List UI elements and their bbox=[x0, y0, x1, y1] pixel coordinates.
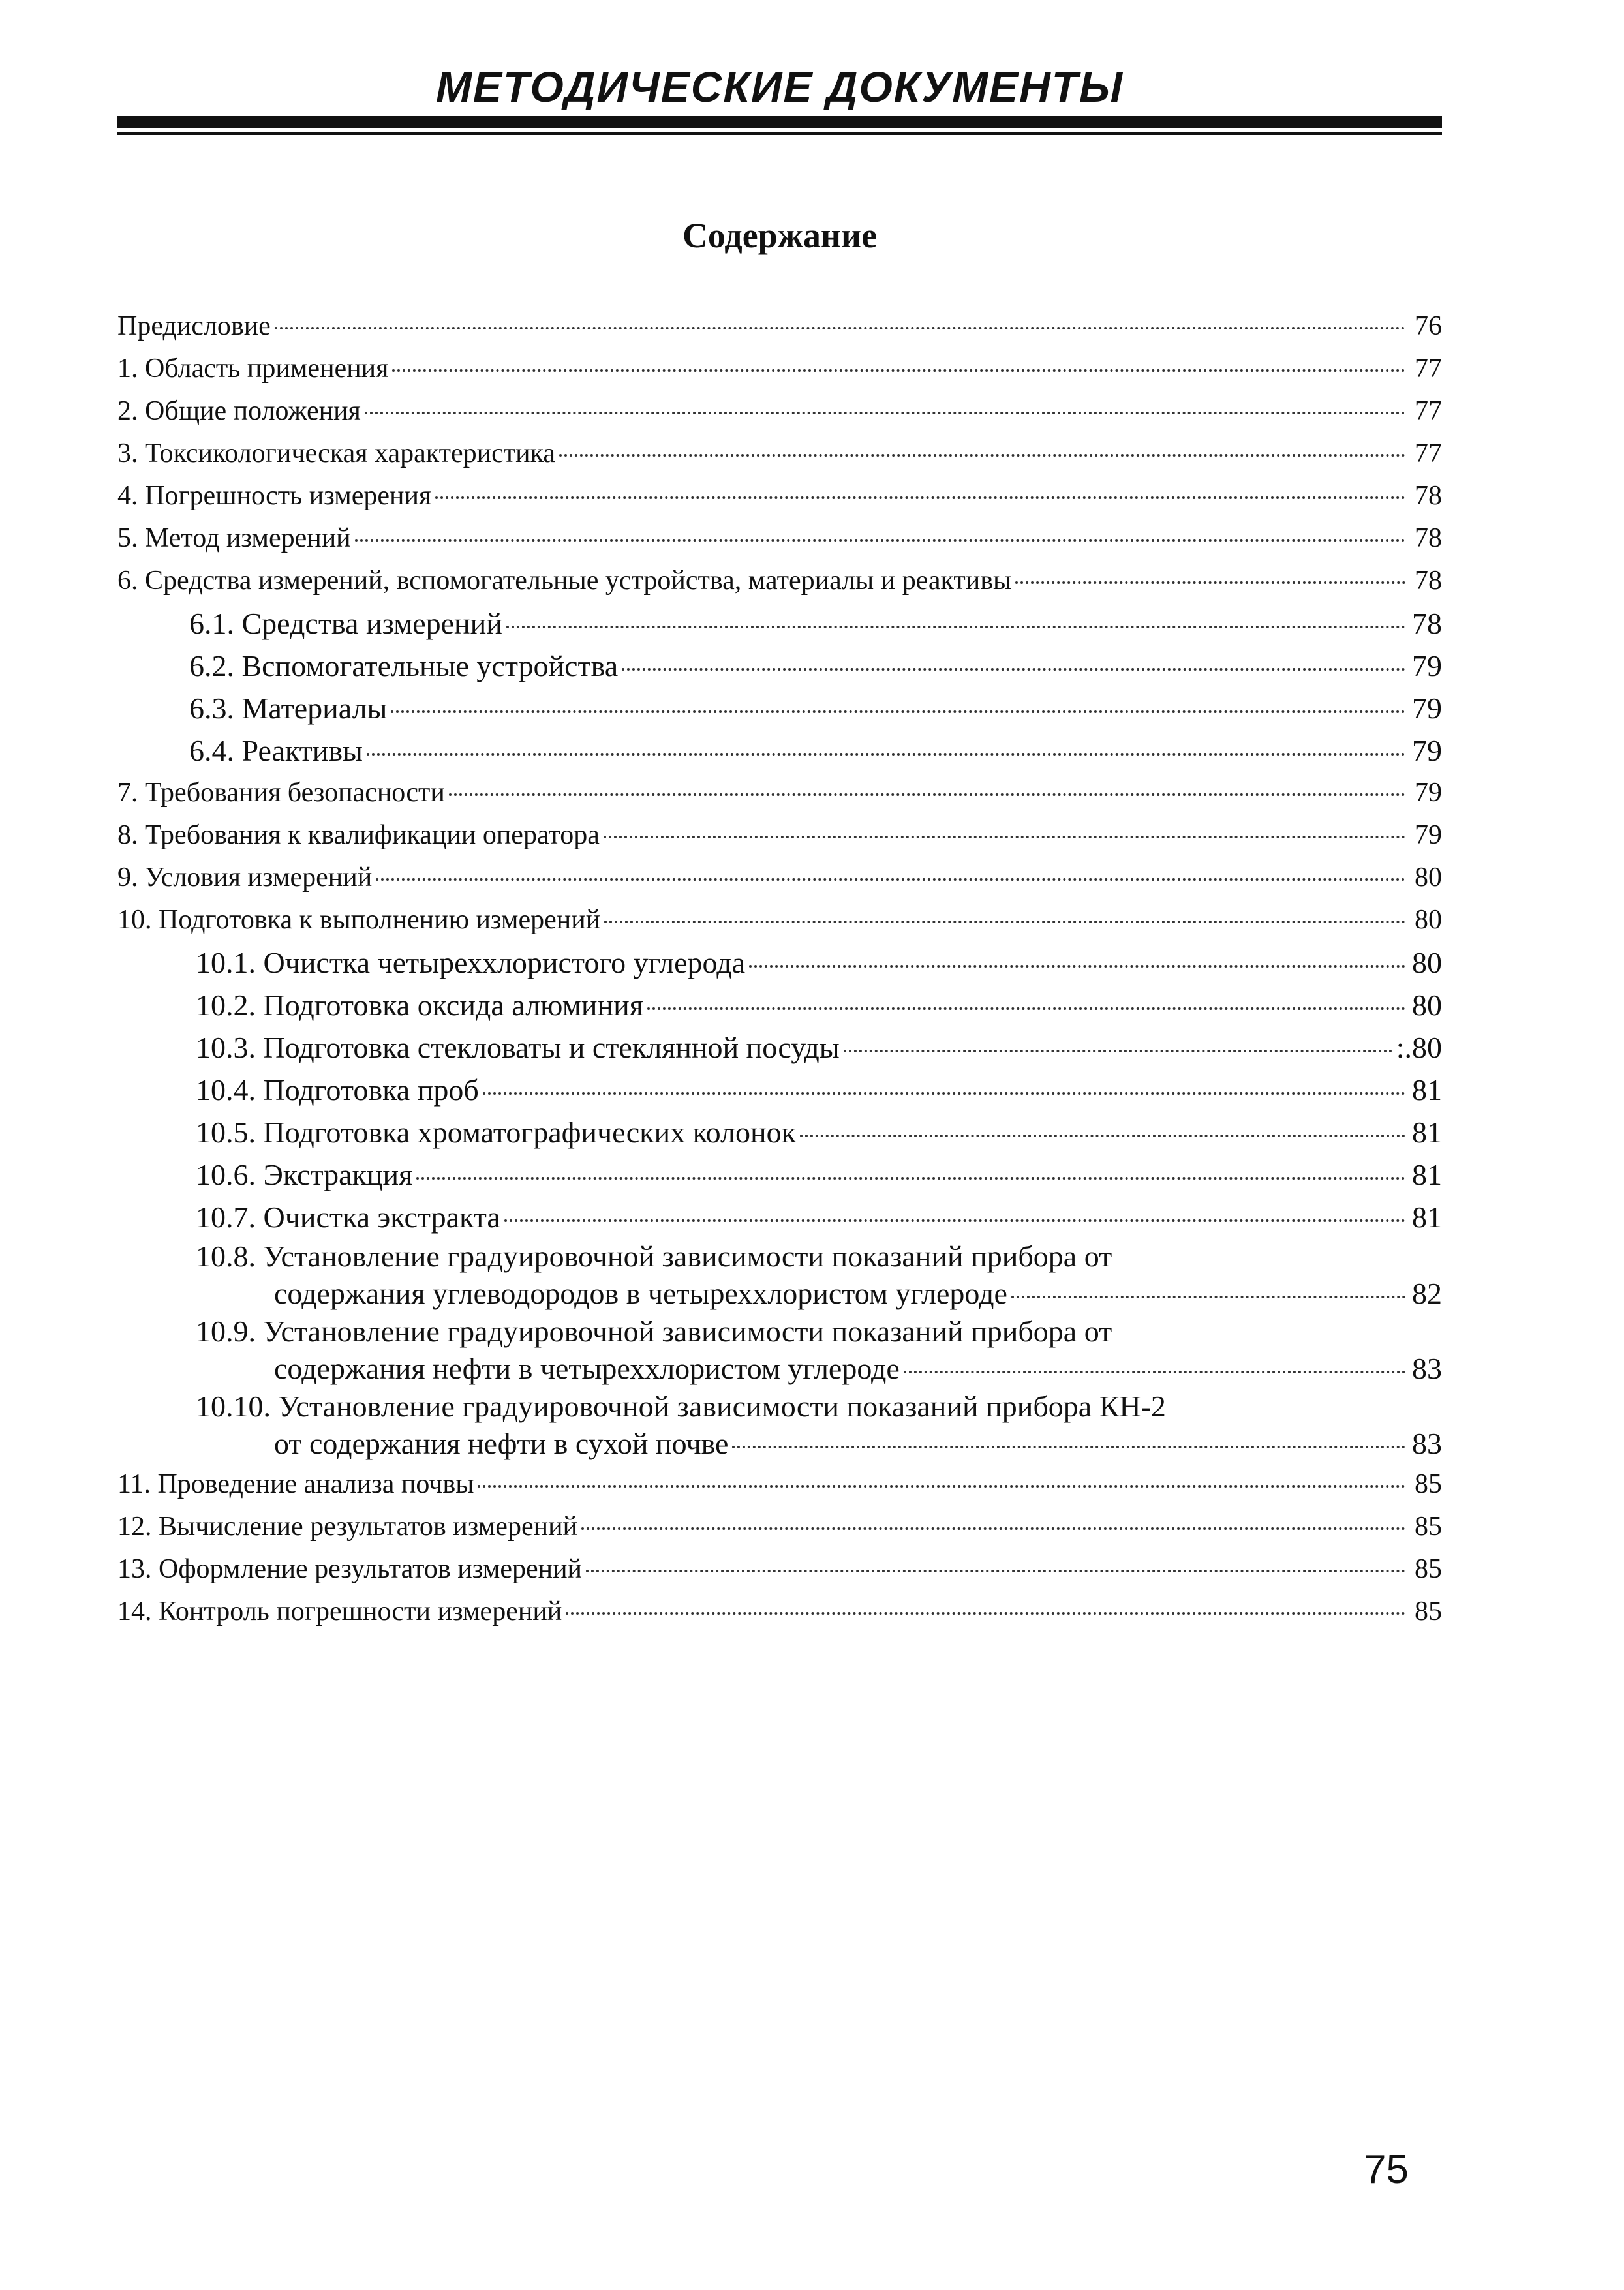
toc-entry-text-continued: содержания углеводородов в четыреххлористом углероде bbox=[274, 1277, 1007, 1310]
toc-entry-text: 6.2. Вспомогательные устройства bbox=[189, 649, 619, 682]
header-rule-thick bbox=[117, 116, 1442, 128]
toc-entry-page: 80 bbox=[1412, 946, 1442, 979]
toc-subentry[interactable] bbox=[117, 984, 1442, 1026]
dot-leader bbox=[800, 1135, 1405, 1137]
toc-subentry[interactable] bbox=[117, 1111, 1442, 1153]
toc-entry-text: 14. Контроль погрешности измерений bbox=[117, 1596, 562, 1626]
dot-leader bbox=[392, 369, 1405, 372]
toc-entry-text: 4. Погрешность измерения bbox=[117, 481, 432, 511]
toc-subentry-heading[interactable] bbox=[117, 1238, 1442, 1274]
toc-entry-text: 10.9. Установление градуировочной зависимости показаний прибора от bbox=[196, 1315, 1112, 1348]
toc-entry-text: 6.1. Средства измерений bbox=[189, 607, 502, 640]
toc-entry-page: 80 bbox=[1415, 863, 1442, 893]
table-of-contents bbox=[117, 305, 1442, 1633]
toc-subentry[interactable] bbox=[117, 1026, 1442, 1069]
toc-subentry[interactable] bbox=[117, 941, 1442, 984]
toc-subentry-heading[interactable] bbox=[117, 1313, 1442, 1349]
toc-entry-page: 79 bbox=[1415, 820, 1442, 850]
toc-entry-text: 11. Проведение анализа почвы bbox=[117, 1469, 474, 1499]
toc-title: Содержание bbox=[682, 216, 878, 255]
toc-entry-text: 10.6. Экстракция bbox=[196, 1158, 413, 1191]
dot-leader bbox=[1011, 1296, 1405, 1298]
dot-leader bbox=[416, 1177, 1405, 1180]
dot-leader bbox=[622, 668, 1405, 671]
toc-subentry-continuation[interactable] bbox=[117, 1349, 1442, 1388]
dot-leader bbox=[586, 1570, 1405, 1572]
toc-entry-page: :.80 bbox=[1396, 1031, 1442, 1064]
toc-subentry-continuation[interactable] bbox=[117, 1274, 1442, 1313]
dot-leader bbox=[275, 327, 1405, 329]
dot-leader bbox=[1015, 581, 1405, 584]
toc-entry-text: 10.7. Очистка экстракта bbox=[196, 1200, 500, 1234]
toc-entry-page: 80 bbox=[1412, 988, 1442, 1022]
toc-entry[interactable] bbox=[117, 772, 1442, 814]
toc-entry-text: 10.8. Установление градуировочной зависимости показаний прибора от bbox=[196, 1240, 1112, 1273]
toc-subentry[interactable] bbox=[117, 1069, 1442, 1111]
toc-entry-page: 81 bbox=[1412, 1073, 1442, 1107]
toc-entry-text: 10.10. Установление градуировочной зависимости показаний прибора КН-2 bbox=[196, 1390, 1166, 1423]
toc-entry-page: 78 bbox=[1415, 566, 1442, 596]
toc-entry-text: 10.2. Подготовка оксида алюминия bbox=[196, 988, 643, 1022]
dot-leader bbox=[844, 1050, 1392, 1052]
toc-entry[interactable] bbox=[117, 475, 1442, 517]
toc-entry-page: 79 bbox=[1412, 734, 1442, 767]
toc-entry-text: 10.4. Подготовка проб bbox=[196, 1073, 479, 1107]
toc-entry-page: 77 bbox=[1415, 354, 1442, 384]
toc-entry-text: 5. Метод измерений bbox=[117, 523, 351, 553]
toc-entry-page: 79 bbox=[1412, 649, 1442, 682]
dot-leader bbox=[581, 1527, 1405, 1530]
dot-leader bbox=[355, 539, 1405, 542]
toc-subentry[interactable] bbox=[117, 1196, 1442, 1238]
toc-entry-page: 85 bbox=[1415, 1469, 1442, 1499]
toc-entry[interactable] bbox=[117, 348, 1442, 390]
dot-leader bbox=[566, 1612, 1405, 1615]
toc-entry-text: 10.1. Очистка четыреххлористого углерода bbox=[196, 946, 746, 979]
toc-entry-page: 81 bbox=[1412, 1200, 1442, 1234]
toc-entry-page: 85 bbox=[1415, 1554, 1442, 1584]
header-rule-thin bbox=[117, 132, 1442, 135]
toc-entry-text: 10.5. Подготовка хроматографических колонок bbox=[196, 1116, 796, 1149]
toc-entry-text: 10. Подготовка к выполнению измерений bbox=[117, 905, 601, 935]
toc-entry[interactable] bbox=[117, 1506, 1442, 1548]
toc-entry-page: 77 bbox=[1415, 438, 1442, 468]
toc-entry-text: 6.4. Реактивы bbox=[189, 734, 363, 767]
toc-entry-text: 7. Требования безопасности bbox=[117, 778, 445, 808]
dot-leader bbox=[559, 454, 1405, 457]
toc-subentry[interactable] bbox=[117, 602, 1442, 645]
toc-subentry[interactable] bbox=[117, 1153, 1442, 1196]
toc-entry[interactable] bbox=[117, 305, 1442, 348]
toc-entry-page: 78 bbox=[1412, 607, 1442, 640]
toc-entry-text: 9. Условия измерений bbox=[117, 863, 373, 893]
toc-subentry[interactable] bbox=[117, 645, 1442, 687]
toc-entry-page: 78 bbox=[1415, 481, 1442, 511]
toc-entry-page: 80 bbox=[1415, 905, 1442, 935]
toc-entry[interactable] bbox=[117, 560, 1442, 602]
toc-entry-text: 6.3. Материалы bbox=[189, 692, 388, 725]
toc-entry-text: 2. Общие положения bbox=[117, 396, 361, 426]
dot-leader bbox=[483, 1092, 1405, 1095]
toc-entry-page: 83 bbox=[1412, 1352, 1442, 1385]
toc-entry-text: 3. Токсикологическая характеристика bbox=[117, 438, 555, 468]
page-number: 75 bbox=[1364, 2147, 1409, 2192]
dot-leader bbox=[367, 753, 1405, 756]
toc-entry-page: 77 bbox=[1415, 396, 1442, 426]
toc-entry[interactable] bbox=[117, 1548, 1442, 1591]
toc-entry[interactable] bbox=[117, 899, 1442, 941]
toc-entry[interactable] bbox=[117, 390, 1442, 433]
dot-leader bbox=[365, 412, 1405, 414]
dot-leader bbox=[732, 1446, 1405, 1448]
toc-entry-text: 13. Оформление результатов измерений bbox=[117, 1554, 583, 1584]
dot-leader bbox=[647, 1007, 1405, 1010]
toc-entry-text: 6. Средства измерений, вспомогательные устройства, материалы и реактивы bbox=[117, 566, 1012, 596]
toc-entry[interactable] bbox=[117, 814, 1442, 857]
toc-entry[interactable] bbox=[117, 517, 1442, 560]
toc-entry[interactable] bbox=[117, 1463, 1442, 1506]
toc-subentry-heading[interactable] bbox=[117, 1388, 1442, 1424]
toc-entry-text: 8. Требования к квалификации оператора bbox=[117, 820, 600, 850]
dot-leader bbox=[478, 1485, 1405, 1488]
dot-leader bbox=[604, 836, 1405, 838]
toc-entry-text-continued: содержания нефти в четыреххлористом углероде bbox=[274, 1352, 900, 1385]
dot-leader bbox=[435, 496, 1405, 499]
toc-entry-page: 79 bbox=[1412, 692, 1442, 725]
toc-entry-page: 83 bbox=[1412, 1427, 1442, 1460]
dot-leader bbox=[904, 1371, 1405, 1373]
dot-leader bbox=[604, 921, 1405, 923]
toc-entry[interactable] bbox=[117, 857, 1442, 899]
toc-entry-page: 82 bbox=[1412, 1277, 1442, 1310]
toc-entry-text: 12. Вычисление результатов измерений bbox=[117, 1512, 578, 1542]
dot-leader bbox=[749, 965, 1405, 968]
dot-leader bbox=[376, 878, 1405, 881]
toc-entry-text-continued: от содержания нефти в сухой почве bbox=[274, 1427, 729, 1460]
toc-subentry[interactable] bbox=[117, 729, 1442, 772]
toc-entry-page: 78 bbox=[1415, 523, 1442, 553]
toc-entry-page: 85 bbox=[1415, 1596, 1442, 1626]
toc-entry-page: 81 bbox=[1412, 1116, 1442, 1149]
dot-leader bbox=[506, 626, 1405, 628]
toc-subentry-continuation[interactable] bbox=[117, 1424, 1442, 1463]
toc-entry-page: 79 bbox=[1415, 778, 1442, 808]
toc-entry-page: 76 bbox=[1415, 311, 1442, 341]
toc-entry-text: Предисловие bbox=[117, 311, 271, 341]
dot-leader bbox=[449, 793, 1405, 796]
toc-entry-page: 85 bbox=[1415, 1512, 1442, 1542]
dot-leader bbox=[504, 1219, 1405, 1222]
toc-entry[interactable] bbox=[117, 1591, 1442, 1633]
running-header: МЕТОДИЧЕСКИЕ ДОКУМЕНТЫ bbox=[435, 63, 1124, 111]
toc-subentry[interactable] bbox=[117, 687, 1442, 729]
toc-entry-page: 81 bbox=[1412, 1158, 1442, 1191]
toc-entry-text: 10.3. Подготовка стекловаты и стеклянной посуды bbox=[196, 1031, 840, 1064]
dot-leader bbox=[391, 710, 1405, 713]
toc-entry-text: 1. Область применения bbox=[117, 354, 389, 384]
toc-entry[interactable] bbox=[117, 433, 1442, 475]
